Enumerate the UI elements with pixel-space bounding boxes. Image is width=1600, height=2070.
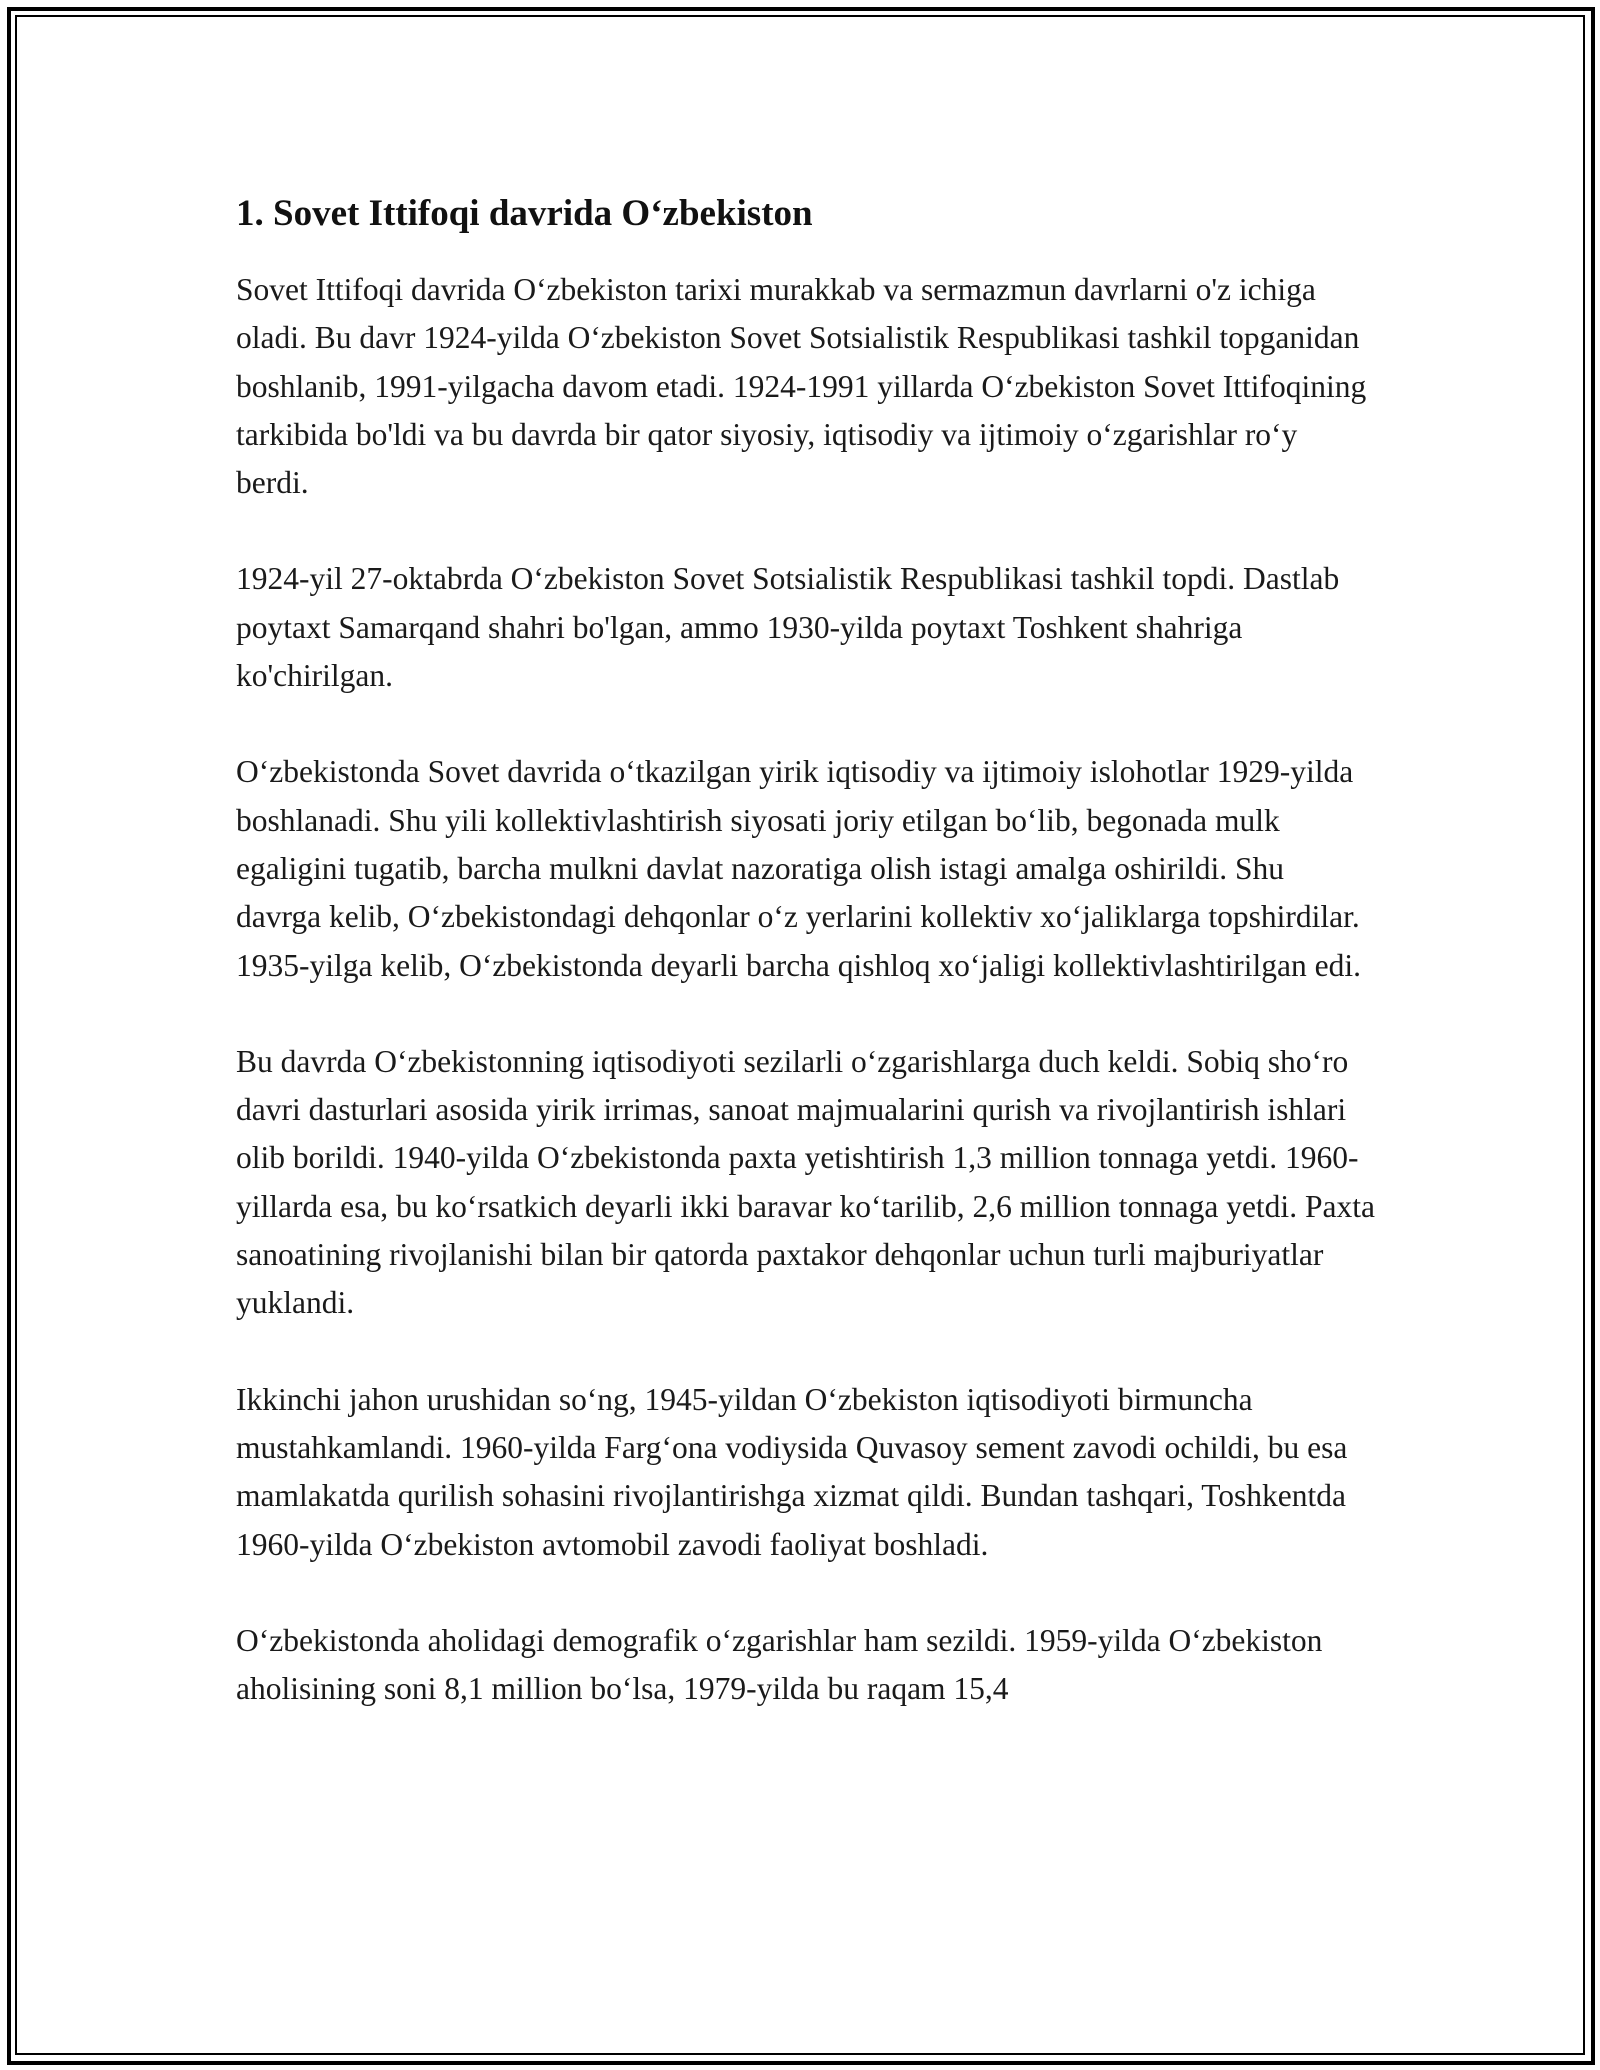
section-heading: 1. Sovet Ittifoqi davrida O‘zbekiston [236,193,813,234]
paragraph-founding: 1924-yil 27-oktabrda O‘zbekiston Sovet Sotsialistik Respublikasi tashkil topdi. Dastlab poytaxt Samarqand shahri bo'lgan, ammo 1930-yilda poytaxt Toshkent shahriga ko'chirilgan. [236,561,1340,694]
paragraph-economy: Bu davrda O‘zbekistonning iqtisodiyoti sezilarli o‘zgarishlarga duch keldi. Sobiq sho‘ro davri dasturlari asosida yirik irrimas, sanoat majmualarini qurish va rivojlantirish ishlari olib borildi. 1940-yilda O‘zbekistonda paxta yetishtirish 1,3 million tonnaga yetdi. 1960-yillarda esa, bu ko‘rsatkich deyarli ikki baravar ko‘tarilib, 2,6 million tonnaga yetdi. Paxta sanoatining rivojlanishi bilan bir qatorda paxtakor dehqonlar uchun turli majburiyatlar yuklandi. [236,1043,1375,1321]
document-body [236,186,1376,1761]
paragraph-intro: Sovet Ittifoqi davrida O‘zbekiston tarixi murakkab va sermazmun davrlarni o'z ichiga oladi. Bu davr 1924-yilda O‘zbekiston Sovet Sotsialistik Respublikasi tashkil topganidan boshlanib, 1991-yilgacha davom etadi. 1924-1991 yillarda O‘zbekiston Sovet Ittifoqining tarkibida bo'ldi va bu davrda bir qator siyosiy, iqtisodiy va ijtimoiy o‘zgarishlar ro‘y berdi. [236,272,1367,501]
paragraph-postwar: Ikkinchi jahon urushidan so‘ng, 1945-yildan O‘zbekiston iqtisodiyoti birmuncha mustahkamlandi. 1960-yilda Farg‘ona vodiysida Quvasoy sement zavodi ochildi, bu esa mamlakatda qurilish sohasini rivojlantirishga xizmat qildi. Bundan tashqari, Toshkentda 1960-yilda O‘zbekiston avtomobil zavodi faoliyat boshladi. [236,1381,1348,1562]
paragraph-demography: O‘zbekistonda aholidagi demografik o‘zgarishlar ham sezildi. 1959-yilda O‘zbekiston aholisining soni 8,1 million bo‘lsa, 1979-yilda bu raqam 15,4 [236,1622,1323,1707]
paragraph-collectivization: O‘zbekistonda Sovet davrida o‘tkazilgan yirik iqtisodiy va ijtimoiy islohotlar 1929-yilda boshlanadi. Shu yili kollektivlashtirish siyosati joriy etilgan bo‘lib, begonada mulk egaligini tugatib, barcha mulkni davlat nazoratiga olish istagi amalga oshirildi. Shu davrga kelib, O‘zbekistondagi dehqonlar o‘z yerlarini kollektiv xo‘jaliklarga topshirdilar. 1935-yilga kelib, O‘zbekistonda deyarli barcha qishloq xo‘jaligi kollektivlashtirilgan edi. [236,754,1361,983]
